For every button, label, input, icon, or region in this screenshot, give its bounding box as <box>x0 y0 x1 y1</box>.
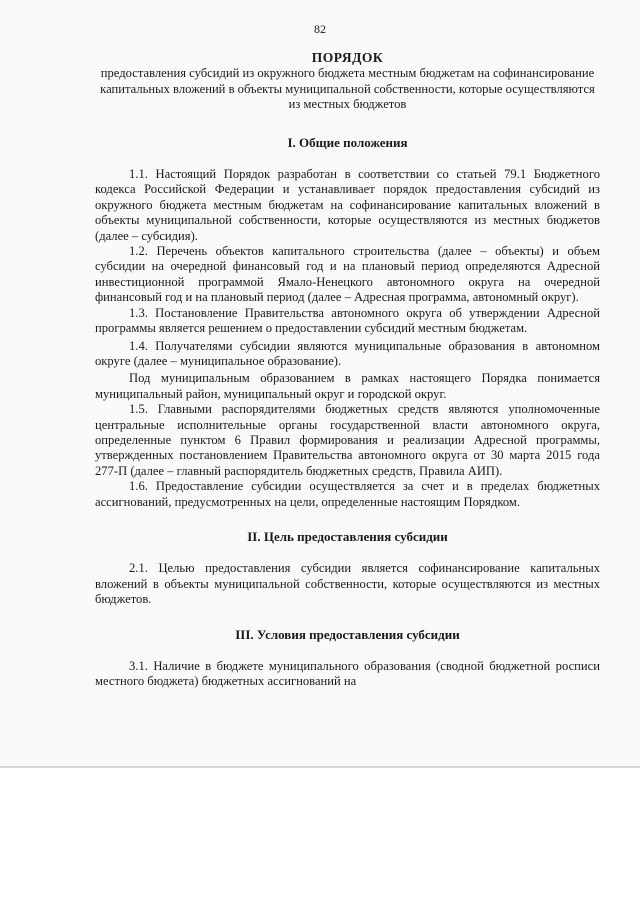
section-heading: I. Общие положения <box>287 134 408 150</box>
paragraph: 1.4. Получателями субсидии являются муниципальные образования в автономном округе (далее – муниципальное образование). <box>95 338 600 368</box>
page-number: 82 <box>314 22 326 36</box>
document-body <box>95 50 600 690</box>
paragraph: 1.3. Постановление Правительства автономного округа об утверждении Адресной программы является решением о предоставлении субсидий местным бюджетам. <box>95 305 600 336</box>
section-conditions <box>95 627 600 690</box>
blank-area <box>0 768 640 905</box>
paragraph: 1.1. Настоящий Порядок разработан в соответствии со статьей 79.1 Бюджетного кодекса Российской Федерации и устанавливает порядок предоставления субсидий из окружного бюджета местным бюджетам на софинансирование капитальных вложений в объекты муниципальной собственности, которые осуществляются из местных бюджетов (далее – субсидия). <box>95 167 600 243</box>
paragraph: 1.2. Перечень объектов капитального строительства (далее – объекты) и объем субсидии на очередной финансовый год и на плановый период определяются Адресной инвестиционной программой Ямало-Ненецкого автономного округа на очередной финансовый год и на плановый период (далее – Адресная программа, автономный округ). <box>95 244 600 305</box>
section-general <box>95 135 600 510</box>
paragraph: 2.1. Целью предоставления субсидии является софинансирование капитальных вложений в объекты муниципальной собственности, которые осуществляются из местных бюджетов. <box>95 561 600 607</box>
document-title: ПОРЯДОК <box>311 50 384 65</box>
section-heading: II. Цель предоставления субсидии <box>247 528 448 544</box>
section-heading: III. Условия предоставления субсидии <box>235 626 460 642</box>
paragraph: Под муниципальным образованием в рамках настоящего Порядка понимается муниципальный район, муниципальный округ и городской округ. <box>95 371 600 401</box>
paragraph: 1.6. Предоставление субсидии осуществляется за счет и в пределах бюджетных ассигнований, предусмотренных на цели, определенные настоящим Порядком. <box>95 479 600 509</box>
section-purpose <box>95 529 600 608</box>
paragraph: 3.1. Наличие в бюджете муниципального образования (сводной бюджетной росписи местного бюджета) бюджетных ассигнований на <box>95 659 600 689</box>
document-subtitle: предоставления субсидий из окружного бюджета местным бюджетам на софинансирование капитальных вложений в объекты муниципальной собственности, которые осуществляются из местных бюджетов <box>100 66 595 112</box>
paragraph: 1.5. Главными распорядителями бюджетных средств являются уполномоченные центральные исполнительные органы государственной власти автономного округа, определенные пунктом 6 Правил формирования и реализации Адресной программы, утвержденных постановлением Правительства автономного округа от 30 марта 2015 года 277-П (далее – главный распорядитель бюджетных средств, Правила АИП). <box>95 402 600 478</box>
